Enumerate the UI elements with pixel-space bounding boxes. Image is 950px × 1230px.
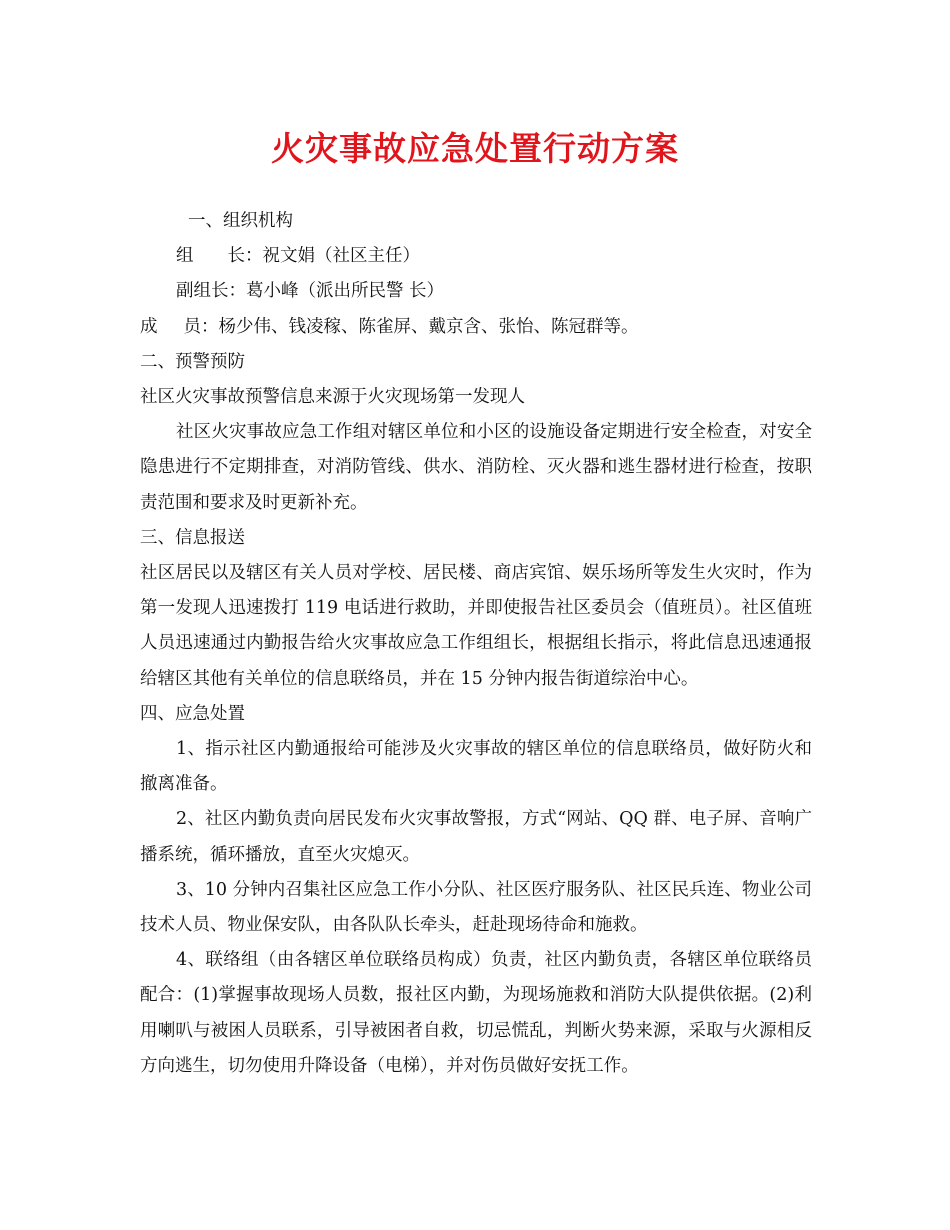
section-heading-org: 一、组织机构 [188,211,293,231]
response-item-4: 4、联络组（由各辖区单位联络员构成）负责，社区内勤负责，各辖区单位联络员配合：(1)掌握事故现场人员数，报社区内勤，为现场施救和消防大队提供依据。(2)利用喇叭与被困人员联系，引导被困者自救，切忌慌乱，判断火势来源，采取与火源相反方向逃生，切勿使用升降设备（电梯），并对伤员做好安抚工作。 [140,950,812,1076]
leader-line [140,239,812,274]
report-paragraph: 社区居民以及辖区有关人员对学校、居民楼、商店宾馆、娱乐场所等发生火灾时，作为第一发现人迅速拨打 119 电话进行救助，并即使报告社区委员会（值班员）。社区值班人员迅速通过内勤报告给火灾事故应急工作组组长，根据组长指示，将此信息迅速通报给辖区其他有关单位的信息联络员，并在 15 分钟内报告街道综治中心。 [140,562,812,689]
section-heading-warning: 二、预警预防 [140,351,245,372]
members-line [140,310,812,345]
leader-value: 祝文娟（社区主任） [262,246,420,267]
warning-source-line: 社区火灾事故预警信息来源于火灾现场第一发现人 [140,386,525,407]
section-heading-report: 三、信息报送 [140,527,245,548]
section-heading-response: 四、应急处置 [140,703,245,724]
document-title: 火灾事故应急处置行动方案 [271,129,679,168]
leader-label-a: 组 [176,246,194,267]
deputy-line: 副组长：葛小峰（派出所民警 长） [176,281,445,302]
leader-label-b: 长： [227,246,263,267]
members-label-a: 成 [140,316,158,337]
response-item-2: 2、社区内勤负责向居民发布火灾事故警报，方式“网站、QQ 群、电子屏、音响广播系统，循环播放，直至火灾熄灭。 [140,809,812,865]
document-body [140,204,812,1084]
response-item-3: 3、10 分钟内召集社区应急工作小分队、社区医疗服务队、社区民兵连、物业公司技术人员、物业保安队，由各队队长牵头，赶赴现场待命和施救。 [140,879,812,935]
response-item-1: 1、指示社区内勤通报给可能涉及火灾事故的辖区单位的信息联络员，做好防火和撤离准备。 [140,738,812,795]
members-label-b: 员： [183,316,219,337]
warning-paragraph: 社区火灾事故应急工作组对辖区单位和小区的设施设备定期进行安全检查，对安全隐患进行不定期排查，对消防管线、供水、消防栓、灭火器和逃生器材进行检查，按职责范围和要求及时更新补充。 [140,422,812,513]
members-value: 杨少伟、钱凌稼、陈雀屏、戴京含、张怡、陈冠群等。 [218,316,639,337]
